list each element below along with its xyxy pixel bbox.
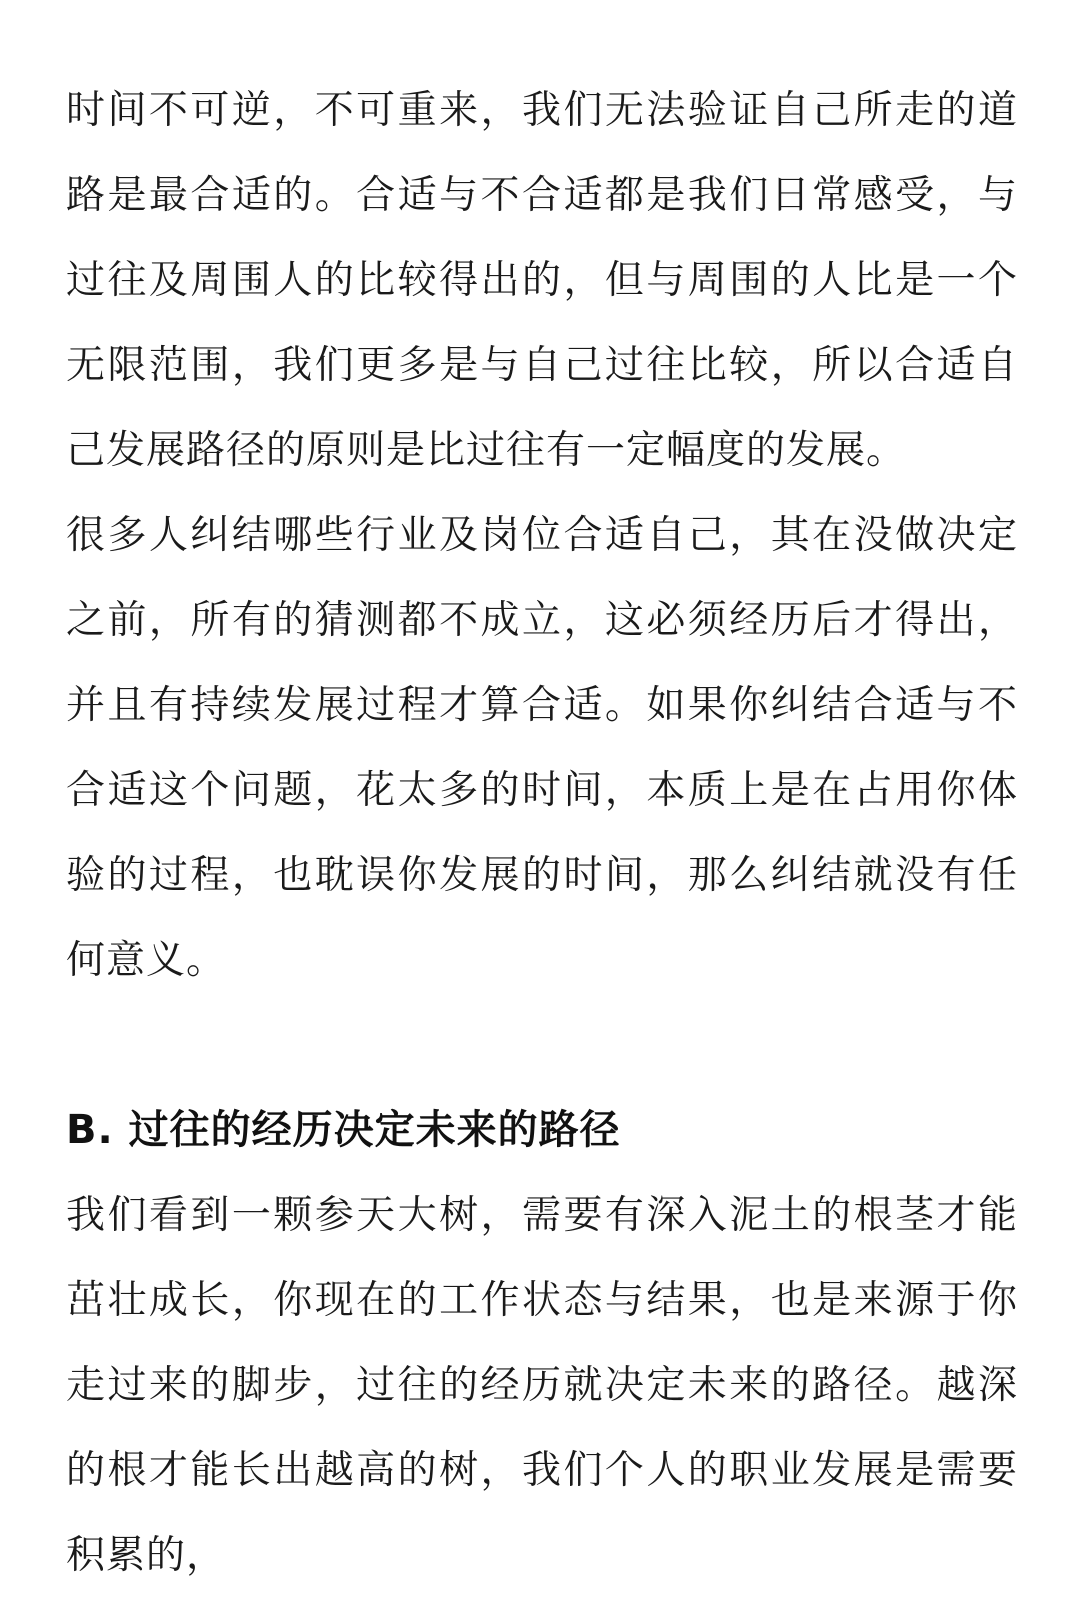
section-spacer — [66, 1003, 1018, 1088]
paragraph-3: 我们看到一颗参天大树，需要有深入泥土的根茎才能茁壮成长，你现在的工作状态与结果，也是来源于你走过来的脚步，过往的经历就决定未来的路径。越深的根才能长出越高的树，我们个人的职业发展是需要积累的， — [66, 1193, 1018, 1578]
section-heading: B. 过往的经历决定未来的路径 — [66, 1107, 621, 1153]
paragraph-2: 很多人纠结哪些行业及岗位合适自己，其在没做决定之前，所有的猜测都不成立，这必须经历后才得出，并且有持续发展过程才算合适。如果你纠结合适与不合适这个问题，花太多的时间，本质上是在占用你体验的过程，也耽误你发展的时间，那么纠结就没有任何意义。 — [66, 513, 1018, 983]
article-body — [66, 68, 1018, 1598]
paragraph-1: 时间不可逆，不可重来，我们无法验证自己所走的道路是最合适的。合适与不合适都是我们日常感受，与过往及周围人的比较得出的，但与周围的人比是一个无限范围，我们更多是与自己过往比较，所以合适自己发展路径的原则是比过往有一定幅度的发展。 — [66, 88, 1018, 473]
